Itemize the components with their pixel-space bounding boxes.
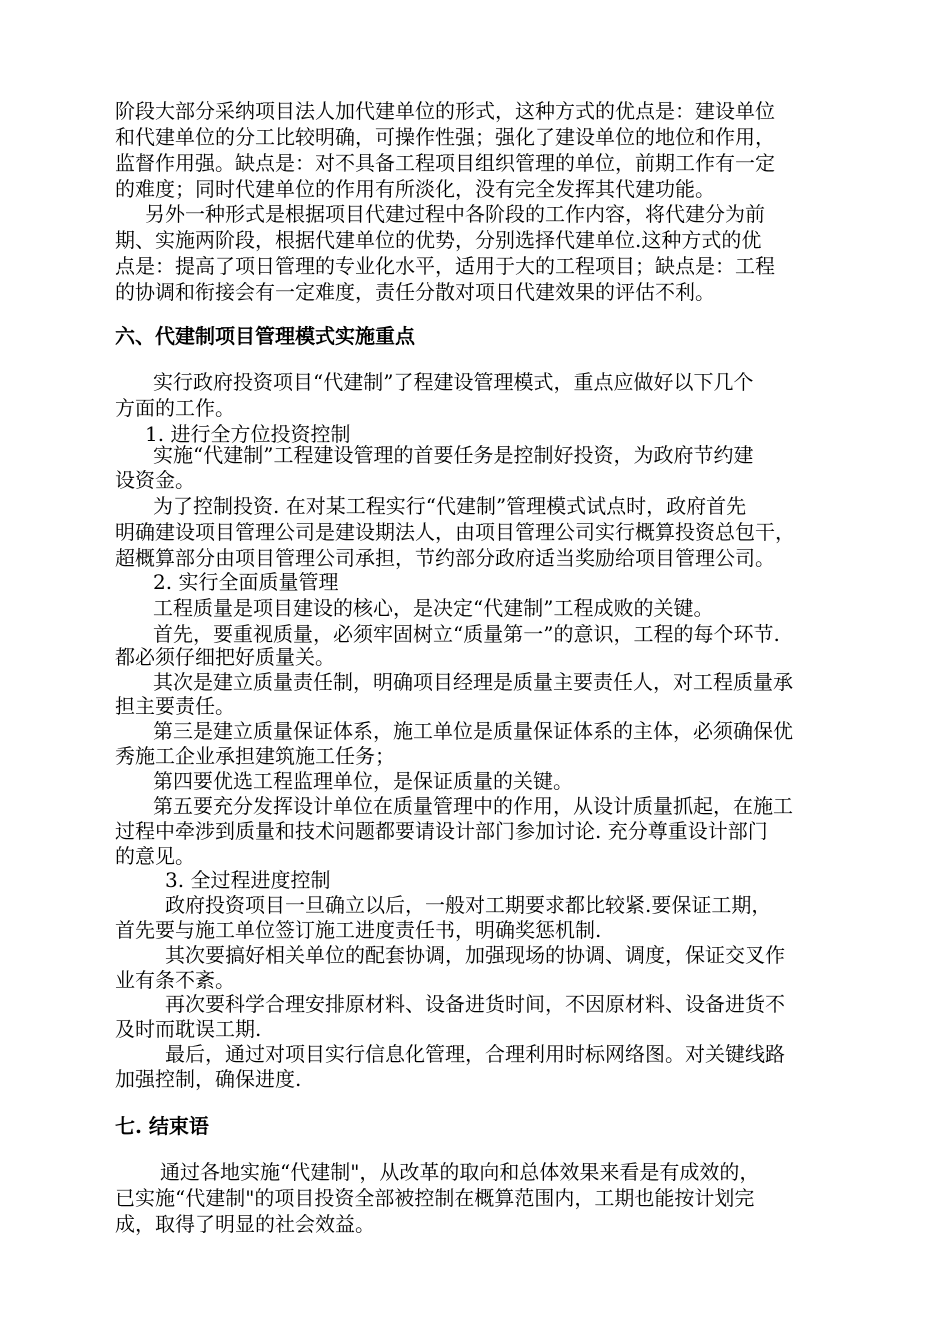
subsection-heading: 1. 进行全方位投资控制 (145, 422, 351, 446)
paragraph-line: 都必须仔细把好质量关。 (115, 645, 335, 669)
paragraph-line: 第四要优选工程监理单位，是保证质量的关键。 (153, 769, 573, 793)
paragraph-line: 加强控制，确保进度. (115, 1067, 302, 1091)
paragraph-line: 最后，通过对项目实行信息化管理，合理利用时标网络图。对关键线路 (165, 1042, 785, 1066)
paragraph-line: 通过各地实施“代建制"，从改革的取向和总体效果来看是有成效的， (160, 1160, 760, 1184)
subsection-heading: 2. 实行全面质量管理 (153, 570, 339, 594)
paragraph-line: 秀施工企业承担建筑施工任务； (115, 744, 395, 768)
paragraph-line: 监督作用强。缺点是：对不具备工程项目组织管理的单位，前期工作有一定 (115, 151, 775, 175)
paragraph-line: 首先要与施工单位签订施工进度责任书，明确奖惩机制. (115, 918, 602, 942)
paragraph-line: 点是：提高了项日管理的专业化水平，适用于大的工程项目；缺点是：工程 (115, 254, 775, 278)
paragraph-line: 为了控制投资. 在对某工程实行“代建制”管理模式试点时，政府首先 (153, 494, 747, 518)
paragraph-line: 其次是建立质量责任制，明确项目经理是质量主要责任人，对工程质量承 (153, 670, 793, 694)
paragraph-line: 再次要科学合理安排原材料、设备进货时间，不因原材料、设备进货不 (165, 992, 785, 1016)
paragraph-line: 过程中牵涉到质量和技术问题都要请设计部门参加讨论. 充分尊重设计部门 (115, 819, 768, 843)
paragraph-line: 的意见。 (115, 844, 195, 868)
paragraph-line: 已实施“代建制"的项目投资全部被控制在概算范围内，工期也能按计划完 (115, 1186, 755, 1210)
paragraph-line: 第三是建立质量保证体系，施工单位是质量保证体系的主体，必须确保优 (153, 719, 793, 743)
paragraph-line: 及时而耽误工期. (115, 1017, 262, 1041)
paragraph-line: 实施“代建制”工程建设管理的首要任务是控制好投资，为政府节约建 (153, 443, 754, 467)
paragraph-line: 成，取得了明显的社会效益。 (115, 1212, 375, 1236)
paragraph-line: 工程质量是项目建设的核心，是决定“代建制”工程成败的关键。 (153, 596, 714, 620)
paragraph-line: 其次要搞好相关单位的配套协调，加强现场的协调、调度，保证交叉作 (165, 943, 785, 967)
paragraph-line: 的难度；同时代建单位的作用有所淡化，没有完全发挥其代建功能。 (115, 177, 715, 201)
subsection-heading: 3. 全过程进度控制 (165, 868, 331, 892)
paragraph-line: 第五要充分发挥设计单位在质量管理中的作用，从设计质量抓起，在施工 (153, 794, 793, 818)
paragraph-line: 设资金。 (115, 468, 195, 492)
section-heading-7: 七. 结束语 (115, 1114, 209, 1138)
paragraph-line: 首先，要重视质量，必须牢固树立“质量第一”的意识，工程的每个环节. (153, 622, 780, 646)
paragraph-line: 政府投资项目一旦确立以后，一般对工期要求都比较紧.要保证工期， (165, 893, 772, 917)
paragraph-line: 期、实施两阶段，根据代建单位的优势，分别选择代建单位.这种方式的优 (115, 228, 762, 252)
paragraph-line: 担主要责任。 (115, 694, 235, 718)
section-heading-6: 六、代建制项目管理模式实施重点 (115, 324, 415, 348)
paragraph-line: 业有条不紊。 (115, 968, 235, 992)
paragraph-line: 超概算部分由项目管理公司承担，节约部分政府适当奖励给项目管理公司。 (115, 546, 775, 570)
paragraph-line: 实行政府投资项目“代建制”了程建设管理模式，重点应做好以下几个 (153, 370, 754, 394)
paragraph-line: 方面的工作。 (115, 396, 235, 420)
paragraph-line: 和代建单位的分工比较明确，可操作性强；强化了建设单位的地位和作用， (115, 125, 775, 149)
paragraph-line: 另外一种形式是根据项目代建过程中各阶段的工作内容，将代建分为前 (145, 202, 765, 226)
paragraph-line: 阶段大部分采纳项目法人加代建单位的形式，这种方式的优点是：建设单位 (115, 99, 775, 123)
paragraph-line: 的协调和衔接会有一定难度，责任分散对项日代建效果的评估不利。 (115, 280, 715, 304)
paragraph-line: 明确建设项目管理公司是建设期法人，由项目管理公司实行概算投资总包干， (115, 520, 795, 544)
